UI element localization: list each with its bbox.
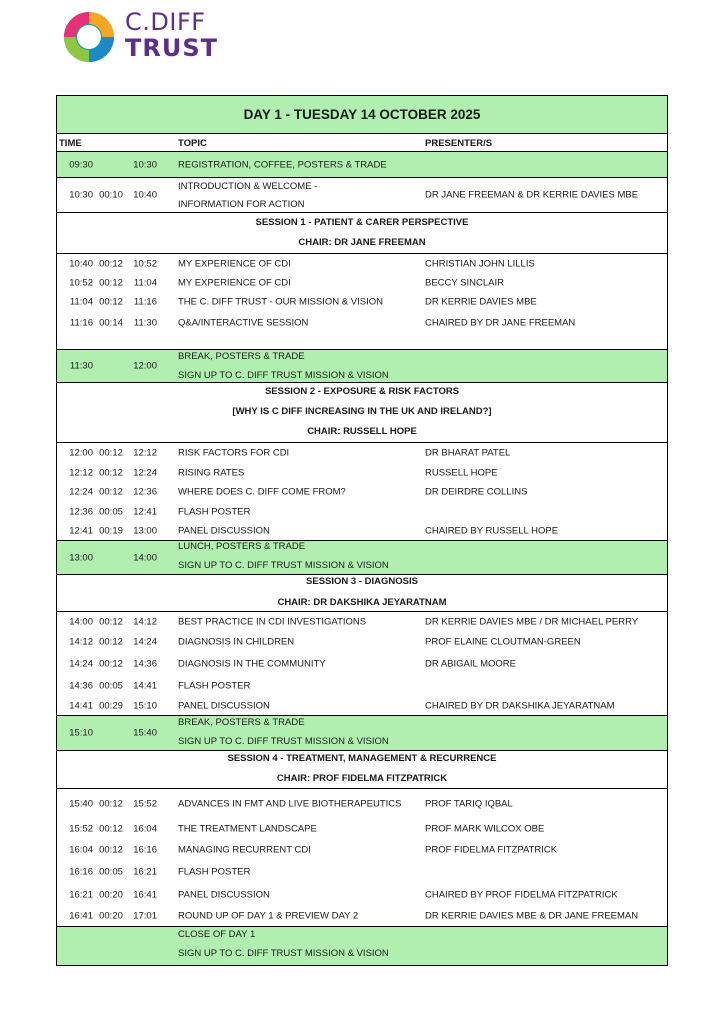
start-time: 12:00 <box>69 447 93 459</box>
schedule-row <box>57 927 667 965</box>
topic: MY EXPERIENCE OF CDI <box>178 277 291 288</box>
end-time: 12:36 <box>133 486 157 498</box>
end-time: 15:10 <box>133 700 157 711</box>
topic-line-1: BREAK, POSTERS & TRADE <box>178 717 305 728</box>
presenter: PROF TARIQ IQBAL <box>425 798 513 809</box>
schedule-row <box>57 312 667 350</box>
duration: 00:12 <box>99 844 123 855</box>
topic-line-2: SIGN UP TO C. DIFF TRUST MISSION & VISION <box>178 736 389 747</box>
start-time: 15:52 <box>69 823 93 835</box>
schedule-row <box>57 818 667 840</box>
topic: PANEL DISCUSSION <box>178 700 270 711</box>
session-3-heading <box>57 575 667 612</box>
schedule-row <box>57 631 667 652</box>
start-time: 10:30 <box>69 189 93 201</box>
logo-line-2: TRUST <box>125 34 218 62</box>
end-time: 10:52 <box>133 258 157 269</box>
schedule-row <box>57 254 667 273</box>
topic: PANEL DISCUSSION <box>178 525 270 536</box>
start-time: 12:24 <box>69 486 93 498</box>
topic: ADVANCES IN FMT AND LIVE BIOTHERAPEUTICS <box>178 798 402 809</box>
presenter: RUSSELL HOPE <box>425 467 498 478</box>
start-time: 15:10 <box>69 727 93 739</box>
header-time: TIME <box>59 138 82 149</box>
end-time: 12:24 <box>133 467 157 478</box>
topic-line-2: SIGN UP TO C. DIFF TRUST MISSION & VISION <box>178 948 389 959</box>
start-time: 16:21 <box>69 889 93 900</box>
duration: 00:12 <box>99 447 123 459</box>
session-title: SESSION 3 - DIAGNOSIS <box>306 576 418 587</box>
schedule-row <box>57 789 667 818</box>
duration: 00:12 <box>99 616 123 627</box>
end-time: 14:12 <box>133 616 157 627</box>
schedule-row <box>57 521 667 541</box>
start-time: 14:00 <box>69 616 93 627</box>
topic-line-1: INTRODUCTION & WELCOME - <box>178 181 318 192</box>
presenter: BECCY SINCLAIR <box>425 277 505 288</box>
end-time: 11:30 <box>133 317 157 329</box>
schedule-row <box>57 443 667 463</box>
presenter: DR JANE FREEMAN & DR KERRIE DAVIES MBE <box>425 189 639 201</box>
schedule-row <box>57 696 667 716</box>
end-time: 17:01 <box>133 910 157 921</box>
end-time: 15:52 <box>133 798 157 809</box>
header-presenter: PRESENTER/S <box>425 138 493 149</box>
start-time: 11:04 <box>69 296 93 308</box>
schedule-row <box>57 463 667 482</box>
session-4-heading <box>57 751 667 789</box>
presenter: CHAIRED BY DR JANE FREEMAN <box>425 317 576 329</box>
topic: FLASH POSTER <box>178 680 251 691</box>
duration: 00:20 <box>99 889 123 900</box>
duration: 00:12 <box>99 258 123 269</box>
end-time: 16:21 <box>133 866 157 877</box>
topic-line-2: SIGN UP TO C. DIFF TRUST MISSION & VISION <box>178 370 389 381</box>
schedule-row <box>57 675 667 696</box>
session-chair: CHAIR: RUSSELL HOPE <box>307 426 417 437</box>
presenter: DR KERRIE DAVIES MBE <box>425 296 537 308</box>
duration: 00:12 <box>99 467 123 478</box>
presenter: CHAIRED BY RUSSELL HOPE <box>425 525 559 536</box>
presenter: CHAIRED BY PROF FIDELMA FITZPATRICK <box>425 889 618 900</box>
end-time: 16:41 <box>133 889 157 900</box>
start-time: 09:30 <box>69 159 93 170</box>
start-time: 12:41 <box>69 525 93 536</box>
schedule-row <box>57 840 667 859</box>
duration: 00:12 <box>99 658 123 669</box>
presenter: PROF ELAINE CLOUTMAN-GREEN <box>425 636 581 647</box>
topic: WHERE DOES C. DIFF COME FROM? <box>178 486 346 498</box>
duration: 00:12 <box>99 296 123 308</box>
topic: Q&A/INTERACTIVE SESSION <box>178 317 309 329</box>
presenter: DR DEIRDRE COLLINS <box>425 486 528 498</box>
day-1-schedule-table <box>56 95 668 966</box>
start-time: 10:40 <box>69 258 93 269</box>
start-time: 11:30 <box>69 360 93 372</box>
topic: REGISTRATION, COFFEE, POSTERS & TRADE <box>178 159 387 170</box>
start-time: 12:36 <box>69 506 93 517</box>
schedule-row <box>57 350 667 383</box>
end-time: 14:00 <box>133 552 157 563</box>
logo-line-1: C.DIFF <box>125 8 206 36</box>
start-time: 14:12 <box>69 636 93 647</box>
end-time: 16:16 <box>133 844 157 855</box>
duration: 00:19 <box>99 525 123 536</box>
end-time: 10:40 <box>133 189 157 201</box>
presenter: DR BHARAT PATEL <box>425 447 511 459</box>
start-time: 16:16 <box>69 866 93 877</box>
end-time: 11:04 <box>133 277 157 288</box>
session-subtitle: [WHY IS C DIFF INCREASING IN THE UK AND IRELAND?] <box>232 406 492 417</box>
end-time: 13:00 <box>133 525 157 536</box>
schedule-row <box>57 273 667 292</box>
schedule-row <box>57 502 667 521</box>
topic-line-1: CLOSE OF DAY 1 <box>178 929 256 940</box>
start-time: 14:41 <box>69 700 93 711</box>
schedule-row <box>57 652 667 675</box>
topic: THE TREATMENT LANDSCAPE <box>178 823 317 835</box>
topic: RISING RATES <box>178 467 245 478</box>
session-title: SESSION 4 - TREATMENT, MANAGEMENT & RECURRENCE <box>227 753 497 764</box>
day-title: DAY 1 - TUESDAY 14 OCTOBER 2025 <box>57 96 667 134</box>
end-time: 14:36 <box>133 658 157 669</box>
logo-mark-icon <box>62 8 116 64</box>
topic: FLASH POSTER <box>178 866 251 877</box>
end-time: 14:24 <box>133 636 157 647</box>
topic-line-2: INFORMATION FOR ACTION <box>178 199 305 210</box>
session-chair: CHAIR: PROF FIDELMA FITZPATRICK <box>276 773 448 784</box>
start-time: 14:36 <box>69 680 93 691</box>
end-time: 12:00 <box>133 360 157 372</box>
topic-line-1: LUNCH, POSTERS & TRADE <box>178 541 306 552</box>
presenter: PROF MARK WILCOX OBE <box>425 823 545 835</box>
topic: RISK FACTORS FOR CDI <box>178 447 290 459</box>
presenter: DR KERRIE DAVIES MBE / DR MICHAEL PERRY <box>425 616 639 627</box>
start-time: 10:52 <box>69 277 93 288</box>
presenter: DR ABIGAIL MOORE <box>425 658 516 669</box>
end-time: 12:12 <box>133 447 157 459</box>
duration: 00:14 <box>99 317 123 329</box>
presenter: CHRISTIAN JOHN LILLIS <box>425 258 535 269</box>
duration: 00:12 <box>99 798 123 809</box>
schedule-row <box>57 292 667 312</box>
schedule-row <box>57 612 667 631</box>
start-time: 14:24 <box>69 658 93 669</box>
schedule-row <box>57 905 667 927</box>
duration: 00:10 <box>99 189 123 201</box>
start-time: 15:40 <box>69 798 93 809</box>
end-time: 16:04 <box>133 823 157 835</box>
topic: ROUND UP OF DAY 1 & PREVIEW DAY 2 <box>178 910 359 921</box>
session-1-heading <box>57 213 667 254</box>
session-chair: CHAIR: DR DAKSHIKA JEYARATNAM <box>277 597 447 608</box>
schedule-row <box>57 152 667 178</box>
end-time: 15:40 <box>133 727 157 739</box>
topic: DIAGNOSIS IN CHILDREN <box>178 636 295 647</box>
topic: FLASH POSTER <box>178 506 251 517</box>
duration: 00:12 <box>99 823 123 835</box>
topic-line-2: SIGN UP TO C. DIFF TRUST MISSION & VISION <box>178 560 389 571</box>
schedule-row <box>57 859 667 884</box>
end-time: 14:41 <box>133 680 157 691</box>
duration: 00:29 <box>99 700 123 711</box>
c-diff-trust-logo <box>62 8 218 66</box>
session-title: SESSION 2 - EXPOSURE & RISK FACTORS <box>264 386 460 397</box>
end-time: 10:30 <box>133 159 157 170</box>
end-time: 12:41 <box>133 506 157 517</box>
schedule-row <box>57 884 667 905</box>
schedule-row <box>57 541 667 575</box>
presenter: CHAIRED BY DR DAKSHIKA JEYARATNAM <box>425 700 615 711</box>
header-topic: TOPIC <box>178 138 207 149</box>
duration: 00:05 <box>99 506 123 517</box>
session-chair: CHAIR: DR JANE FREEMAN <box>298 237 426 248</box>
duration: 00:12 <box>99 636 123 647</box>
schedule-row <box>57 178 667 213</box>
presenter: PROF FIDELMA FITZPATRICK <box>425 844 558 855</box>
start-time: 16:04 <box>69 844 93 855</box>
session-2-heading <box>57 383 667 443</box>
topic: MANAGING RECURRENT CDI <box>178 844 311 855</box>
topic: DIAGNOSIS IN THE COMMUNITY <box>178 658 326 669</box>
duration: 00:05 <box>99 866 123 877</box>
start-time: 12:12 <box>69 467 93 478</box>
schedule-row <box>57 716 667 751</box>
topic: MY EXPERIENCE OF CDI <box>178 258 291 269</box>
table-header <box>57 134 667 152</box>
presenter: DR KERRIE DAVIES MBE & DR JANE FREEMAN <box>425 910 639 921</box>
start-time: 16:41 <box>69 910 93 921</box>
start-time: 13:00 <box>69 552 93 563</box>
duration: 00:12 <box>99 277 123 288</box>
duration: 00:20 <box>99 910 123 921</box>
topic: THE C. DIFF TRUST - OUR MISSION & VISION <box>178 296 383 308</box>
duration: 00:12 <box>99 486 123 498</box>
start-time: 11:16 <box>69 317 93 329</box>
topic: PANEL DISCUSSION <box>178 889 270 900</box>
topic: BEST PRACTICE IN CDI INVESTIGATIONS <box>178 616 367 627</box>
session-title: SESSION 1 - PATIENT & CARER PERSPECTIVE <box>255 217 469 228</box>
schedule-row <box>57 482 667 502</box>
end-time: 11:16 <box>133 296 157 308</box>
topic-line-1: BREAK, POSTERS & TRADE <box>178 351 305 362</box>
duration: 00:05 <box>99 680 123 691</box>
